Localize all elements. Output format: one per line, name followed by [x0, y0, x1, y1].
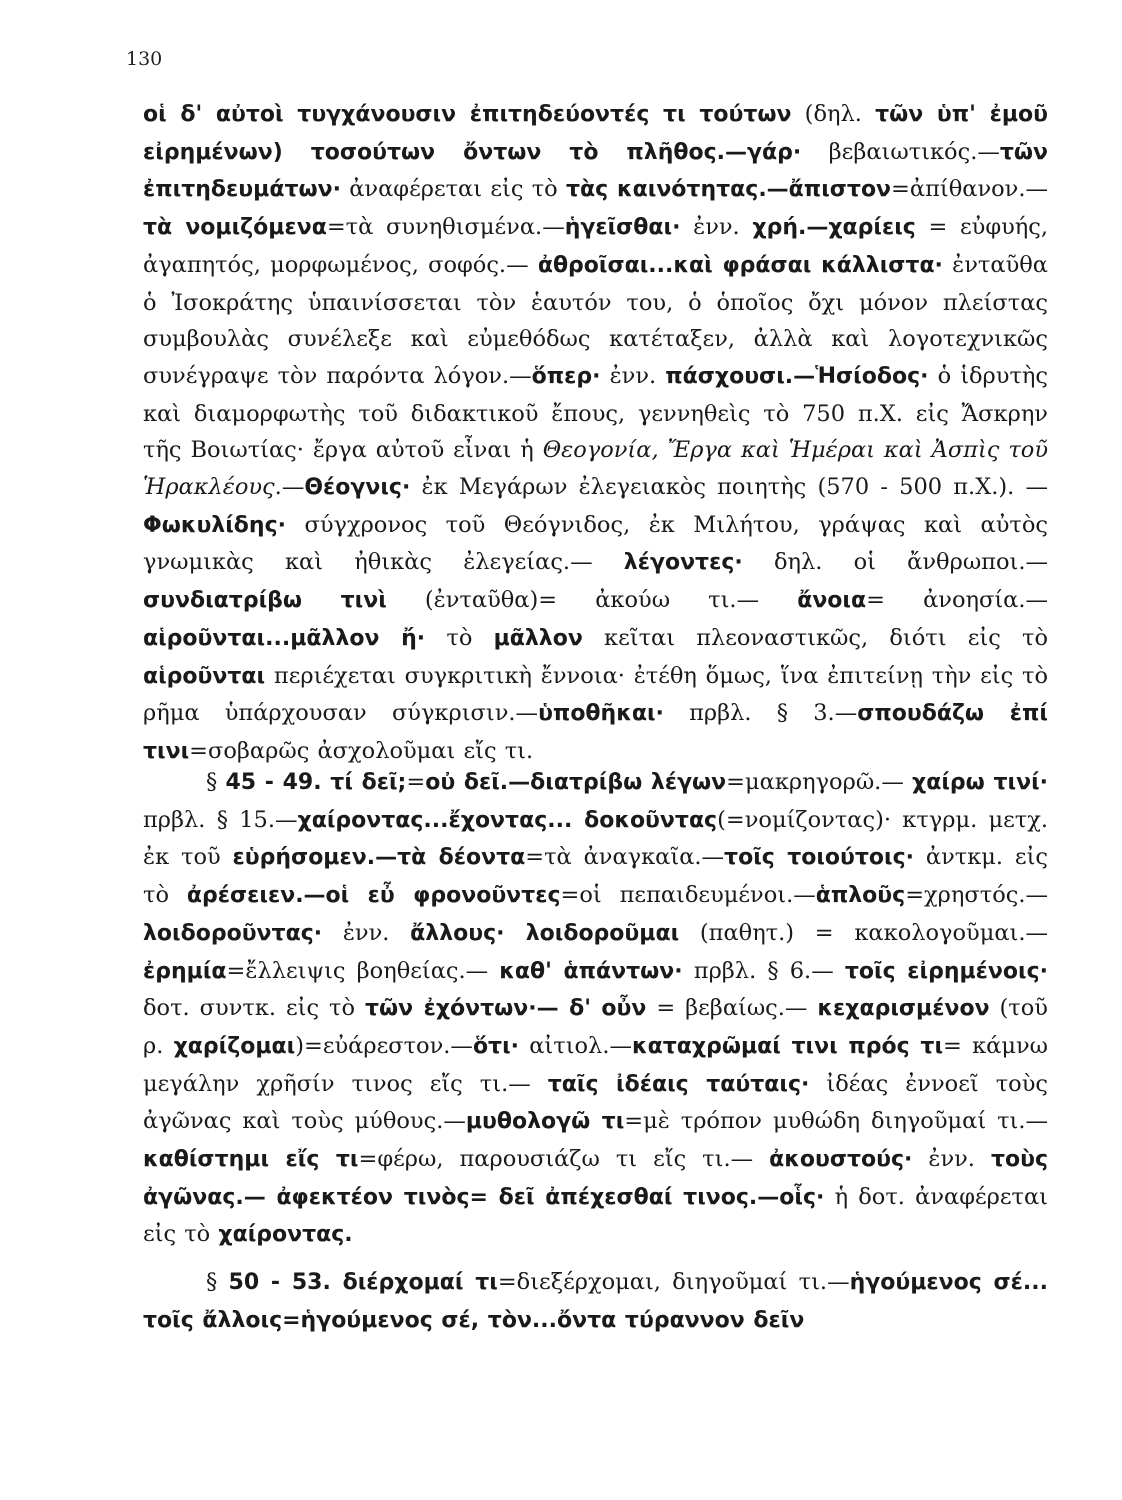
gloss-text: .— [274, 474, 305, 501]
gloss-text: =ἀπίθανον.— [891, 176, 1048, 203]
lemma-term: Θέογνις· [304, 475, 411, 501]
gloss-text: κεῖται πλεοναστικῶς, διότι εἰς τὸ [582, 624, 1048, 651]
commentary-paragraph-1 [143, 96, 1048, 771]
gloss-text: = κάμνω μεγάλην χρῆσίν τινος εἴς τι.— [143, 1032, 1048, 1097]
gloss-text: πρβλ. § 15.— [143, 806, 298, 833]
lemma-term: οὐ δεῖ.—διατρίβω λέγων [425, 770, 727, 795]
gloss-text: δοτ. συντκ. εἰς τὸ [143, 995, 365, 1022]
gloss-text: =φέρω, παρουσιάζω τι εἴς τι.— [358, 1146, 770, 1173]
gloss-text: = βεβαίως.— [646, 995, 818, 1022]
lemma-term: ἁπλοῦς [815, 883, 906, 909]
lemma-term: ὅπερ· [531, 363, 601, 389]
gloss-text: ἐκ Μεγάρων ἐλεγειακὸς ποιητὴς (570 - 500 π.Χ.). — [410, 474, 1048, 501]
gloss-text: σύγχρονος τοῦ Θεόγνιδος, ἐκ Μιλήτου, γράψας καὶ αὐτὸς γνωμικὰς καὶ ἠθικὰς ἐλεγείας.— [143, 511, 1048, 576]
gloss-text: ἡ δοτ. ἀναφέρεται εἰς τὸ [143, 1183, 1048, 1248]
gloss-text: = ἀνοησία.— [866, 587, 1048, 614]
lemma-term: 50 - 53. διέρχομαί τι [228, 1270, 498, 1295]
lemma-term: αἱροῦνται...μᾶλλον ἤ· [143, 625, 426, 651]
gloss-text: ἐνν. [600, 362, 666, 389]
lemma-term: λοιδοροῦντας· [143, 920, 323, 946]
lemma-term: ὑποθῆκαι· [538, 701, 664, 727]
lemma-term: τὰς καινότητας.—ἄπιστον [566, 177, 892, 203]
lemma-term: ἀρέσειεν.—οἱ εὖ φρονοῦντες [186, 883, 561, 909]
lemma-term: τῶν ἐχόντων·— δ' οὖν [364, 996, 647, 1022]
gloss-text: = [406, 769, 426, 795]
gloss-text: δηλ. οἱ ἄνθρωποι.— [742, 549, 1048, 576]
gloss-text: (παθητ.) = κακολογοῦμαι.— [679, 919, 1049, 946]
lemma-term: 45 - 49. τί δεῖ; [225, 770, 407, 795]
lemma-term: καθίστημι εἴς τι [143, 1147, 359, 1173]
lemma-term: Φωκυλίδης· [143, 512, 286, 538]
lemma-term: σπουδάζω ἐπί τινι [143, 701, 1049, 764]
lemma-term: τὰ νομιζόμενα [143, 215, 327, 241]
lemma-term: ἄνοια [797, 588, 867, 614]
lemma-term: χαίρω τινί· [912, 770, 1049, 795]
gloss-text: βεβαιωτικός.— [801, 138, 1000, 165]
lemma-term: ταῖς ἰδέαις ταύταις· [547, 1071, 810, 1097]
lemma-term: ἡγούμενος σέ... τοῖς ἄλλοις=ἡγούμενος σέ, τὸν...ὄντα τύραννον δεῖν [143, 1270, 1048, 1333]
page-number: 130 [126, 48, 163, 70]
gloss-text: αἰτιολ.— [519, 1032, 632, 1059]
gloss-text: § [206, 769, 226, 795]
gloss-text: =ἔλλειψις βοηθείας.— [226, 957, 500, 984]
gloss-text: (δηλ. [791, 101, 876, 127]
lemma-term: ἀθροῖσαι...καὶ φράσαι κάλλιστα· [537, 252, 943, 278]
gloss-text: =τὰ συνηθισμένα.— [326, 214, 565, 241]
gloss-text: (=νομίζοντας)· κτγρμ. μετχ. ἐκ τοῦ [143, 806, 1049, 871]
work-title: Θεογονία, Ἔργα καὶ Ἡμέραι καὶ Ἀσπὶς τοῦ Ἡρακλέους [143, 437, 1048, 501]
lemma-term: κεχαρισμένον [817, 996, 990, 1022]
gloss-text: ἰδέας ἐννοεῖ τοὺς ἀγῶνας καὶ τοὺς μύθους.— [143, 1070, 1048, 1135]
lemma-term: τοὺς ἀγῶνας.— ἀφεκτέον τινὸς= δεῖ ἀπέχεσθαί τινος.—οἷς· [143, 1147, 1049, 1210]
lemma-term: συνδιατρίβω τινὶ [143, 588, 387, 614]
lemma-term: χαρίζομαι [173, 1033, 296, 1059]
lemma-term: ὅτι· [472, 1033, 520, 1059]
gloss-text: (ἐνταῦθα)= ἀκούω τι.— [386, 587, 798, 614]
gloss-text: ὁ ἱδρυτὴς καὶ διαμορφωτὴς τοῦ διδακτικοῦ ἔπους, γεννηθεὶς τὸ 750 π.Χ. εἰς Ἄσκρην τῆς Βοιωτίας· ἔργα αὐτοῦ εἶναι ἡ [143, 362, 1048, 464]
lemma-term: μᾶλλον [493, 625, 583, 651]
lemma-term: λέγοντες· [623, 550, 743, 576]
gloss-text: τὸ [425, 624, 494, 651]
lemma-term: χαίροντας...ἔχοντας... δοκοῦντας [297, 807, 718, 833]
lemma-term: μυθολογῶ τι [465, 1109, 625, 1135]
gloss-text: =τὰ ἀναγκαῖα.— [525, 844, 725, 871]
gloss-text: =σοβαρῶς ἀσχολοῦμαι εἴς τι. [189, 737, 534, 764]
gloss-text: § [206, 1269, 229, 1295]
lemma-term: ἡγεῖσθαι· [564, 215, 681, 241]
lemma-term: τῶν ἐπιτηδευμάτων· [143, 139, 1048, 203]
lemma-term: ἄλλους· λοιδοροῦμαι [410, 920, 680, 946]
lemma-term: εὑρήσομεν.—τὰ δέοντα [232, 845, 526, 871]
lemma-term: καθ' ἁπάντων· [499, 958, 683, 984]
lemma-term: πάσχουσι.—Ἡσίοδος· [665, 363, 929, 389]
gloss-text: ἐνν. [680, 214, 753, 241]
lemma-term: τοῖς εἰρημένοις· [844, 958, 1048, 984]
gloss-text: πρβλ. § 3.— [663, 700, 858, 727]
lemma-term: τῶν ὑπ' ἐμοῦ εἰρημένων) τοσούτων ὄντων τὸ πλῆθος.—γάρ· [143, 102, 1048, 165]
gloss-text: ἐνταῦθα ὁ Ἰσοκράτης ὑπαινίσσεται τὸν ἑαυτόν του, ὁ ὁποῖος ὄχι μόνον πλείστας συμβουλὰς συνέλεξε καὶ εὐμεθόδως κατέταξεν, ἀλλὰ καὶ λογοτεχνικῶς συνέγραψε τὸν παρόντα λόγον.— [143, 251, 1048, 389]
gloss-text: ἀναφέρεται εἰς τὸ [340, 176, 567, 203]
lemma-term: χρή.—χαρίεις [752, 215, 916, 241]
gloss-text: =μὲ τρόπον μυθώδη διηγοῦμαί τι.— [624, 1108, 1048, 1135]
lemma-term: ἀκουστούς· [769, 1147, 913, 1173]
lemma-term: χαίροντας. [218, 1222, 353, 1248]
lemma-term: ἐρημία [143, 958, 227, 984]
commentary-paragraph-2 [143, 764, 1048, 1254]
gloss-text: ἀντκμ. εἰς τὸ [143, 844, 1048, 909]
lemma-term: καταχρῶμαί τινι πρός τι [631, 1033, 944, 1059]
gloss-text: (τοῦ ρ. [143, 995, 1048, 1059]
gloss-text: =οἱ πεπαιδευμένοι.— [560, 882, 816, 909]
gloss-text: πρβλ. § 6.— [682, 957, 845, 984]
gloss-text: )=εὐάρεστον.— [295, 1032, 473, 1059]
gloss-text: = εὐφυής, ἀγαπητός, μορφωμένος, σοφός.— [143, 214, 1048, 278]
gloss-text: =μακρηγορῶ.— [726, 769, 913, 795]
lemma-term: οἱ δ' αὐτοὶ τυγχάνουσιν ἐπιτηδεύοντές τι τούτων [143, 102, 792, 127]
lemma-term: τοῖς τοιούτοις· [724, 845, 915, 871]
gloss-text: ἐνν. [322, 919, 411, 946]
gloss-text: ἐνν. [912, 1146, 991, 1173]
commentary-paragraph-3 [143, 1264, 1048, 1339]
gloss-text: περιέχεται συγκριτικὴ ἔννοια· ἐτέθη ὅμως, ἵνα ἐπιτείνῃ τὴν εἰς τὸ ρῆμα ὑπάρχουσαν σύγκρισιν.— [143, 662, 1048, 727]
gloss-text: =διεξέρχομαι, διηγοῦμαί τι.— [497, 1269, 850, 1295]
lemma-term: αἱροῦνται [143, 663, 266, 689]
gloss-text: =χρηστός.— [905, 882, 1048, 909]
